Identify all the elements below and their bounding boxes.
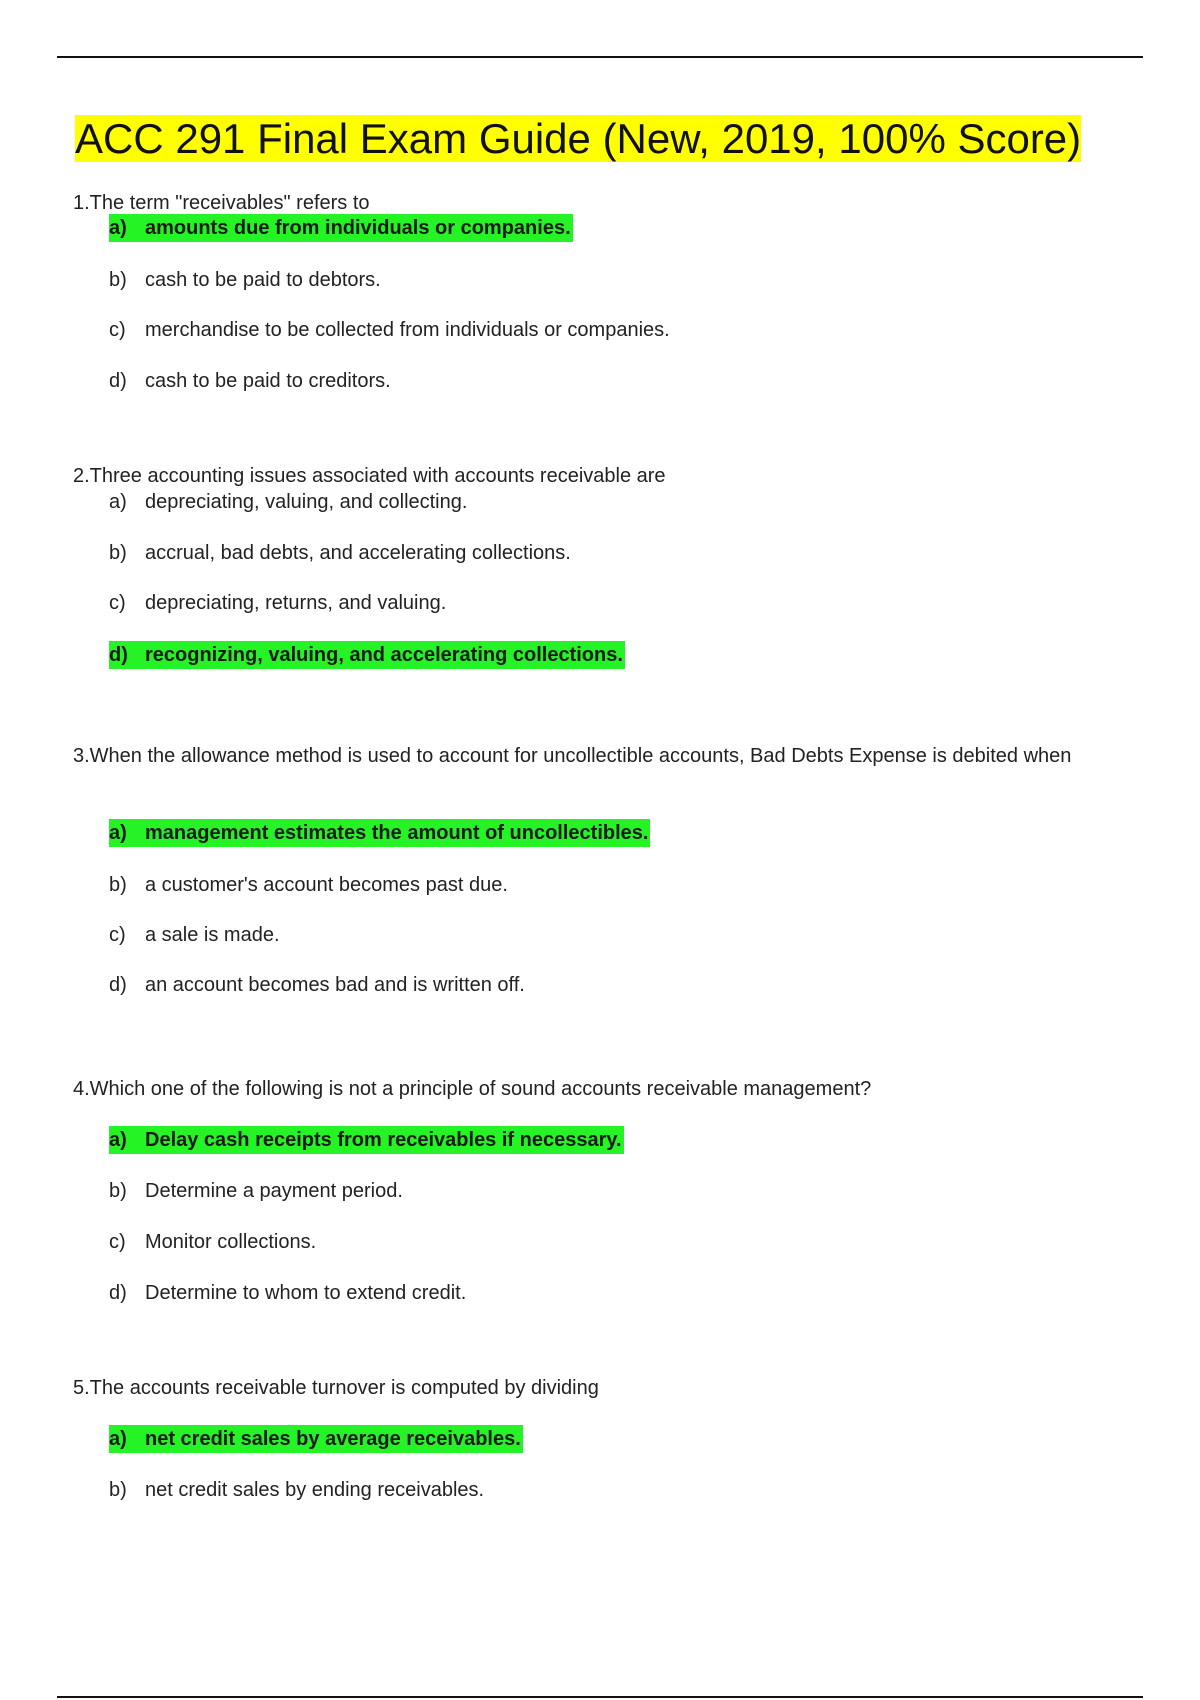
option-c xyxy=(109,921,282,949)
option-text: Monitor collections. xyxy=(145,1231,317,1253)
option-letter: d) xyxy=(109,974,127,996)
option-b xyxy=(109,266,383,294)
option-text: cash to be paid to debtors. xyxy=(145,269,381,291)
option-b xyxy=(109,539,573,567)
option-text: merchandise to be collected from individuals or companies. xyxy=(145,319,670,341)
option-text: amounts due from individuals or companies. xyxy=(145,217,571,239)
option-b xyxy=(109,871,510,899)
question-4 xyxy=(73,1076,1133,1304)
question-5 xyxy=(73,1375,1133,1501)
question-2 xyxy=(73,463,1133,666)
option-a xyxy=(109,1126,624,1154)
option-c xyxy=(109,316,672,344)
option-letter: b) xyxy=(109,1180,127,1202)
option-a xyxy=(109,1425,523,1453)
option-letter: a) xyxy=(109,1428,127,1450)
question-text: 5.The accounts receivable turnover is computed by dividing xyxy=(73,1377,599,1399)
question-1 xyxy=(73,190,1133,392)
bottom-rule xyxy=(57,1696,1143,1698)
option-letter: b) xyxy=(109,542,127,564)
question-3 xyxy=(73,743,1133,996)
top-rule xyxy=(57,56,1143,58)
option-text: recognizing, valuing, and accelerating collections. xyxy=(145,644,623,666)
option-text: Delay cash receipts from receivables if necessary. xyxy=(145,1129,622,1151)
option-text: depreciating, valuing, and collecting. xyxy=(145,491,468,513)
option-c xyxy=(109,589,448,617)
option-letter: c) xyxy=(109,924,126,946)
option-letter: a) xyxy=(109,217,127,239)
option-text: a sale is made. xyxy=(145,924,280,946)
option-letter: d) xyxy=(109,370,127,392)
question-text: 1.The term "receivables" refers to xyxy=(73,192,370,214)
option-a xyxy=(109,214,573,242)
option-text: Determine to whom to extend credit. xyxy=(145,1282,467,1304)
option-letter: a) xyxy=(109,822,127,844)
option-letter: b) xyxy=(109,874,127,896)
option-d xyxy=(109,367,393,395)
option-b xyxy=(109,1476,486,1504)
option-letter: a) xyxy=(109,491,127,513)
option-d xyxy=(109,641,625,669)
option-letter: c) xyxy=(109,1231,126,1253)
option-text: management estimates the amount of uncollectibles. xyxy=(145,822,649,844)
option-text: cash to be paid to creditors. xyxy=(145,370,391,392)
question-text: 2.Three accounting issues associated with accounts receivable are xyxy=(73,465,666,487)
option-letter: b) xyxy=(109,269,127,291)
option-text: net credit sales by average receivables. xyxy=(145,1428,521,1450)
option-letter: b) xyxy=(109,1479,127,1501)
option-text: Determine a payment period. xyxy=(145,1180,403,1202)
option-b xyxy=(109,1177,405,1205)
option-d xyxy=(109,971,527,999)
option-text: an account becomes bad and is written off. xyxy=(145,974,525,996)
option-letter: d) xyxy=(109,1282,127,1304)
option-letter: c) xyxy=(109,319,126,341)
option-letter: c) xyxy=(109,592,126,614)
option-text: depreciating, returns, and valuing. xyxy=(145,592,447,614)
option-a xyxy=(109,819,650,847)
option-letter: a) xyxy=(109,1129,127,1151)
question-text: 4.Which one of the following is not a principle of sound accounts receivable management? xyxy=(73,1078,872,1100)
option-text: accrual, bad debts, and accelerating collections. xyxy=(145,542,571,564)
question-text: 3.When the allowance method is used to account for uncollectible accounts, Bad Debts Expense is debited when xyxy=(73,745,1072,767)
option-c xyxy=(109,1228,318,1256)
option-letter: d) xyxy=(109,644,128,666)
option-a xyxy=(109,488,469,516)
option-text: net credit sales by ending receivables. xyxy=(145,1479,485,1501)
option-d xyxy=(109,1279,468,1307)
title-text: ACC 291 Final Exam Guide (New, 2019, 100% Score) xyxy=(75,115,1082,162)
option-text: a customer's account becomes past due. xyxy=(145,874,508,896)
document-title xyxy=(73,112,1083,166)
